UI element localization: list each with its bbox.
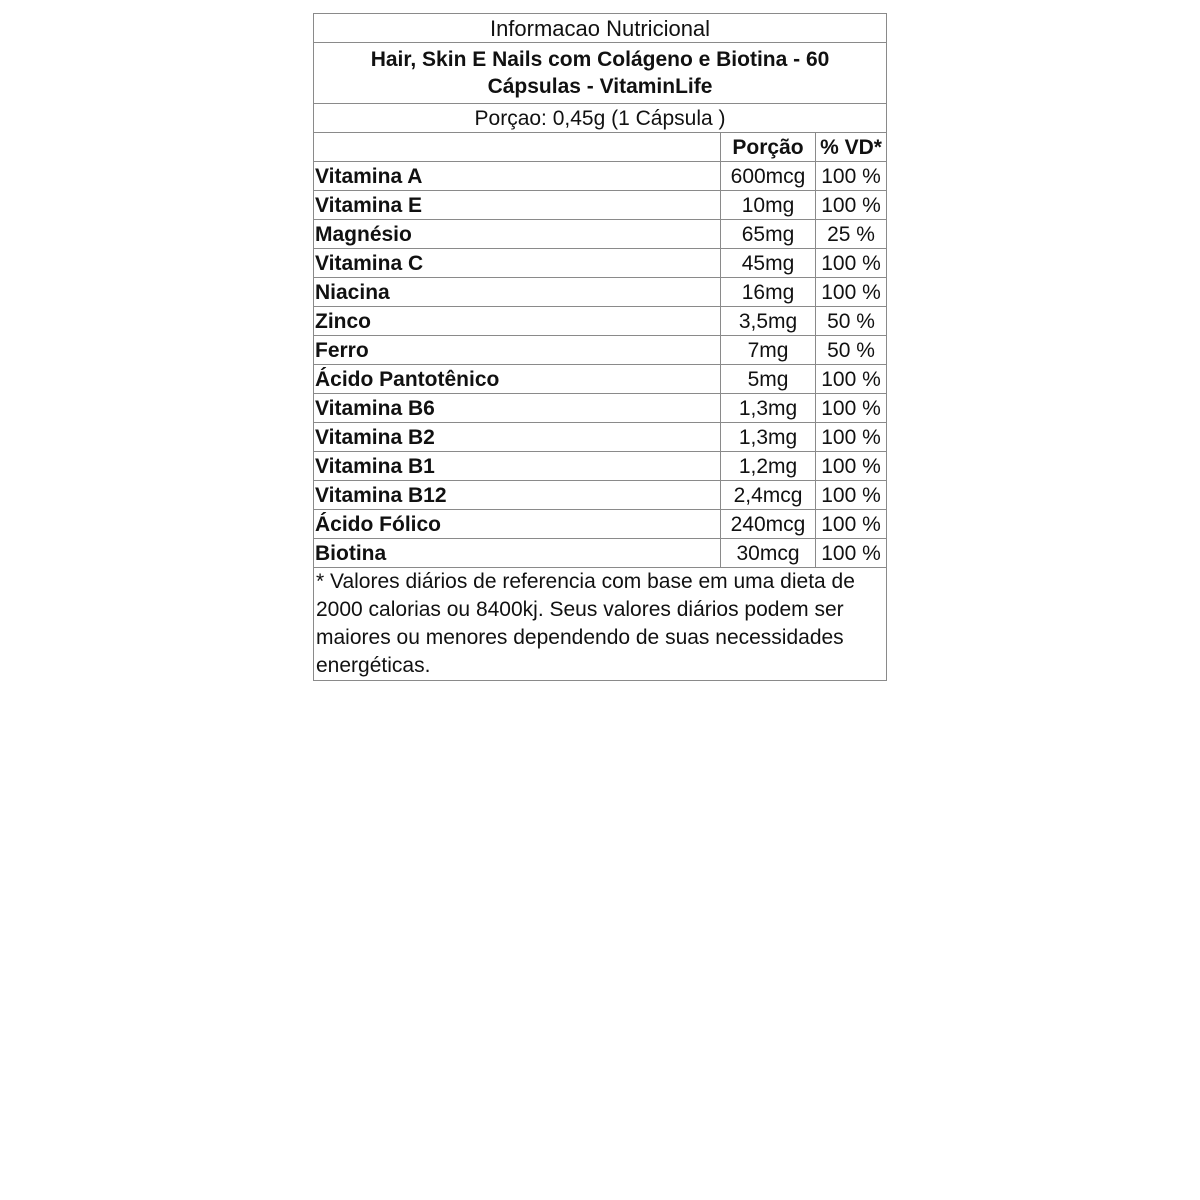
table-row xyxy=(314,278,887,307)
nutrition-facts-panel xyxy=(313,13,886,681)
product-row xyxy=(314,43,887,104)
nutrient-name: Magnésio xyxy=(314,220,721,249)
nutrient-portion: 45mg xyxy=(721,249,816,278)
nutrient-portion: 16mg xyxy=(721,278,816,307)
nutrient-portion: 65mg xyxy=(721,220,816,249)
nutrient-dv: 100 % xyxy=(816,452,887,481)
nutrient-name: Vitamina E xyxy=(314,191,721,220)
table-row xyxy=(314,365,887,394)
nutrient-name: Niacina xyxy=(314,278,721,307)
nutrient-dv: 100 % xyxy=(816,249,887,278)
nutrient-name: Vitamina B2 xyxy=(314,423,721,452)
nutrient-portion: 600mcg xyxy=(721,162,816,191)
nutrient-dv: 100 % xyxy=(816,191,887,220)
nutrient-dv: 100 % xyxy=(816,394,887,423)
table-row xyxy=(314,249,887,278)
table-row xyxy=(314,307,887,336)
nutrient-dv: 100 % xyxy=(816,423,887,452)
nutrient-name: Vitamina B6 xyxy=(314,394,721,423)
footnote: * Valores diários de referencia com base em uma dieta de 2000 calorias ou 8400kj. Seus valores diários podem ser maiores ou menores dependendo de suas necessidades energéticas. xyxy=(314,568,887,681)
column-header-dv: % VD* xyxy=(816,133,887,162)
nutrient-name: Vitamina B1 xyxy=(314,452,721,481)
nutrient-name: Ácido Pantotênico xyxy=(314,365,721,394)
nutrient-name: Vitamina C xyxy=(314,249,721,278)
nutrient-portion: 10mg xyxy=(721,191,816,220)
table-title: Informacao Nutricional xyxy=(314,14,887,43)
table-row xyxy=(314,394,887,423)
nutrient-name: Ácido Fólico xyxy=(314,510,721,539)
nutrient-portion: 7mg xyxy=(721,336,816,365)
nutrient-dv: 100 % xyxy=(816,278,887,307)
nutrient-portion: 1,2mg xyxy=(721,452,816,481)
table-row xyxy=(314,336,887,365)
table-row xyxy=(314,481,887,510)
nutrient-name: Vitamina B12 xyxy=(314,481,721,510)
nutrient-dv: 100 % xyxy=(816,365,887,394)
nutrient-portion: 1,3mg xyxy=(721,423,816,452)
nutrient-portion: 2,4mcg xyxy=(721,481,816,510)
table-row xyxy=(314,162,887,191)
product-name: Hair, Skin E Nails com Colágeno e Biotina - 60 Cápsulas - VitaminLife xyxy=(314,43,887,104)
column-header-row xyxy=(314,133,887,162)
nutrient-name: Vitamina A xyxy=(314,162,721,191)
column-header-portion: Porção xyxy=(721,133,816,162)
nutrient-dv: 100 % xyxy=(816,510,887,539)
nutrient-dv: 100 % xyxy=(816,162,887,191)
table-row xyxy=(314,423,887,452)
nutrient-name: Ferro xyxy=(314,336,721,365)
table-row xyxy=(314,539,887,568)
serving-row xyxy=(314,104,887,133)
nutrient-portion: 240mcg xyxy=(721,510,816,539)
table-row xyxy=(314,220,887,249)
nutrient-name: Biotina xyxy=(314,539,721,568)
nutrient-dv: 100 % xyxy=(816,539,887,568)
nutrient-portion: 30mcg xyxy=(721,539,816,568)
column-header-name xyxy=(314,133,721,162)
table-row xyxy=(314,510,887,539)
nutrient-portion: 3,5mg xyxy=(721,307,816,336)
serving-size: Porçao: 0,45g (1 Cápsula ) xyxy=(314,104,887,133)
nutrient-portion: 1,3mg xyxy=(721,394,816,423)
title-row xyxy=(314,14,887,43)
nutrient-name: Zinco xyxy=(314,307,721,336)
nutrient-dv: 25 % xyxy=(816,220,887,249)
footnote-row xyxy=(314,568,887,681)
nutrient-portion: 5mg xyxy=(721,365,816,394)
nutrient-dv: 50 % xyxy=(816,307,887,336)
nutrition-table xyxy=(313,13,887,681)
table-row xyxy=(314,191,887,220)
nutrient-dv: 50 % xyxy=(816,336,887,365)
table-row xyxy=(314,452,887,481)
nutrient-rows xyxy=(314,162,887,568)
nutrient-dv: 100 % xyxy=(816,481,887,510)
